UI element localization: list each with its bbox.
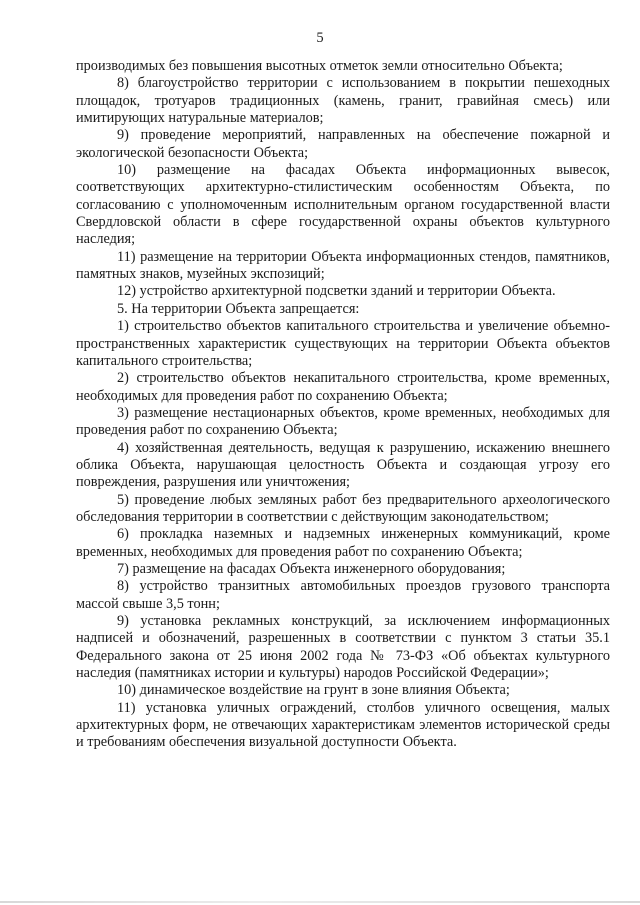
paragraph: 8) благоустройство территории с использованием в покрытии пешеходных площадок, тротуаров традиционных (камень, гранит, гравийная смесь) или имитирующих натуральные материалов;: [76, 75, 610, 127]
paragraph: 11) размещение на территории Объекта информационных стендов, памятников, памятных знаков, музейных экспозиций;: [76, 248, 610, 283]
paragraph: 6) прокладка наземных и надземных инженерных коммуникаций, кроме временных, необходимых для проведения работ по сохранению Объекта;: [76, 526, 610, 560]
paragraph: 5) проведение любых земляных работ без предварительного археологического обследования территории в соответствии с действующим законодательством;: [76, 491, 610, 525]
page-bottom-edge: [0, 901, 640, 903]
paragraph: 9) установка рекламных конструкций, за исключением информационных надписей и обозначений, разрешенных в соответствии с пунктом 3 статьи 35.1 Федерального закона от 25 июня 2002 года № 73-ФЗ «Об объектах культурного наследия (памятниках истории и культуры) народов Российской Федерации»;: [76, 613, 610, 682]
paragraph: 1) строительство объектов капитального строительства и увеличение объемно-пространственных характеристик существующих на территории Объекта объектов капитального строительства;: [76, 318, 610, 369]
paragraph: 2) строительство объектов некапитального строительства, кроме временных, необходимых для проведения работ по сохранению Объекта;: [76, 370, 610, 404]
paragraph: 7) размещение на фасадах Объекта инженерного оборудования;: [117, 560, 506, 577]
paragraph: 11) установка уличных ограждений, столбов уличного освещения, малых архитектурных форм, не отвечающих характеристикам элементов исторической среды и требованиям обеспечения визуальной доступности Объекта.: [76, 699, 610, 751]
paragraph: 8) устройство транзитных автомобильных проездов грузового транспорта массой свыше 3,5 тонн;: [76, 578, 610, 612]
page-number: 5: [316, 30, 324, 46]
paragraph: 10) размещение на фасадах Объекта информационных вывесок, соответствующих архитектурно-стилистическим особенностям Объекта, по согласованию с уполномоченным исполнительным органом государственной власти Свердловской области в сфере государственной охраны объектов культурного наследия;: [76, 162, 610, 248]
paragraph: 10) динамическое воздействие на грунт в зоне влияния Объекта;: [117, 682, 510, 699]
section-heading: 5. На территории Объекта запрещается:: [117, 300, 360, 317]
paragraph: производимых без повышения высотных отметок земли относительно Объекта;: [76, 58, 563, 74]
paragraph: 4) хозяйственная деятельность, ведущая к разрушению, искажению внешнего облика Объекта, нарушающая целостность Объекта и создающая угрозу его повреждения, разрушения или уничтожения;: [76, 439, 610, 491]
document-body: [76, 58, 610, 752]
paragraph: 3) размещение нестационарных объектов, кроме временных, необходимых для проведения работ по сохранению Объекта;: [76, 404, 610, 439]
paragraph: 9) проведение мероприятий, направленных на обеспечение пожарной и экологической безопасности Объекта;: [76, 127, 610, 161]
paragraph: 12) устройство архитектурной подсветки зданий и территории Объекта.: [117, 283, 556, 300]
